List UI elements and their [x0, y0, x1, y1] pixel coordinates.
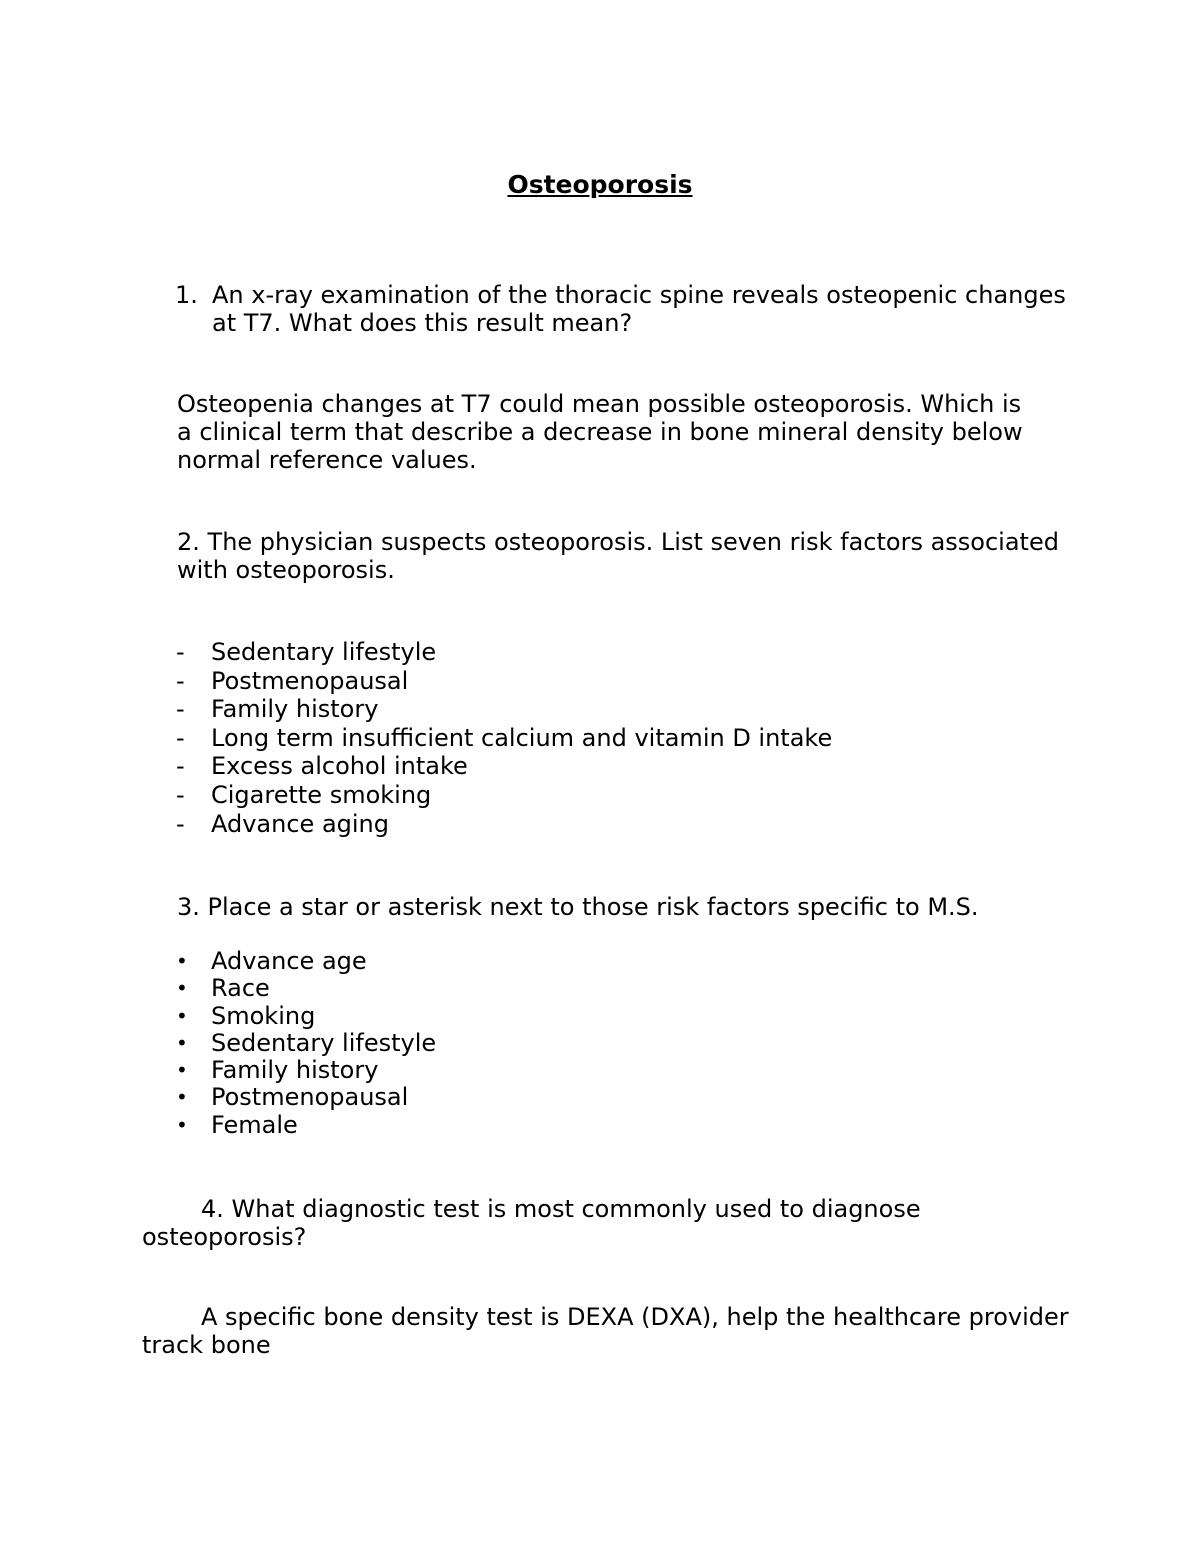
list-item [176, 975, 436, 1002]
list-item [176, 695, 832, 724]
risk-factor-list [176, 638, 832, 838]
list-item [176, 1057, 436, 1084]
list-item-text: Family history [211, 1056, 379, 1085]
list-item-text: Smoking [211, 1001, 316, 1030]
list-item [176, 752, 832, 781]
list-item-text: Postmenopausal [211, 666, 409, 695]
bullet-icon: • [176, 1112, 188, 1137]
dash-marker: - [176, 723, 185, 752]
question-1-text: An x-ray examination of the thoracic spine reveals osteopenic changes at T7. What does this result mean? [212, 281, 1066, 337]
list-item [176, 781, 832, 810]
list-item [176, 1084, 436, 1111]
bullet-icon: • [176, 1003, 188, 1028]
list-item [176, 1030, 436, 1057]
list-item-text: Race [211, 974, 270, 1003]
dash-marker: - [176, 752, 185, 781]
list-item [176, 638, 832, 667]
dash-marker: - [176, 666, 185, 695]
list-item [176, 667, 832, 696]
list-item [176, 1003, 436, 1030]
list-item-text: Sedentary lifestyle [211, 1028, 437, 1057]
list-item-text: Advance aging [211, 809, 389, 838]
question-4: 4. What diagnostic test is most commonly used to diagnose osteoporosis? [142, 1195, 921, 1251]
question-1 [175, 281, 1075, 337]
bullet-icon: • [176, 976, 188, 1001]
list-item [176, 810, 832, 839]
bullet-icon: • [176, 949, 188, 973]
dash-marker: - [176, 780, 185, 809]
bullet-icon: • [176, 1058, 188, 1083]
list-item-text: Excess alcohol intake [211, 752, 468, 781]
ms-risk-factor-list [176, 948, 436, 1139]
list-item-text: Female [211, 1110, 298, 1139]
list-item-text: Long term insufficient calcium and vitamin D intake [211, 723, 833, 752]
list-item-text: Sedentary lifestyle [211, 638, 437, 666]
list-item-text: Cigarette smoking [211, 780, 432, 809]
dash-marker: - [176, 809, 185, 838]
list-item-text: Postmenopausal [211, 1083, 409, 1112]
question-2: 2. The physician suspects osteoporosis. List seven risk factors associated with osteoporosis. [177, 528, 1059, 584]
list-item-text: Family history [211, 695, 379, 724]
list-item-text: Advance age [211, 947, 367, 975]
answer-1: Osteopenia changes at T7 could mean possible osteoporosis. Which is a clinical term that describe a decrease in bone mineral density below normal reference values. [177, 390, 1023, 474]
list-item [176, 724, 832, 753]
question-1-number: 1. [175, 281, 198, 309]
answer-4: A specific bone density test is DEXA (DXA), help the healthcare provider track bone [142, 1303, 1069, 1359]
dash-marker: - [176, 638, 185, 666]
page-title: Osteoporosis [507, 170, 693, 199]
dash-marker: - [176, 695, 185, 724]
list-item [176, 1112, 436, 1139]
bullet-icon: • [176, 1030, 188, 1055]
list-item [176, 948, 436, 975]
bullet-icon: • [176, 1085, 188, 1110]
question-3: 3. Place a star or asterisk next to those risk factors specific to M.S. [177, 893, 979, 921]
